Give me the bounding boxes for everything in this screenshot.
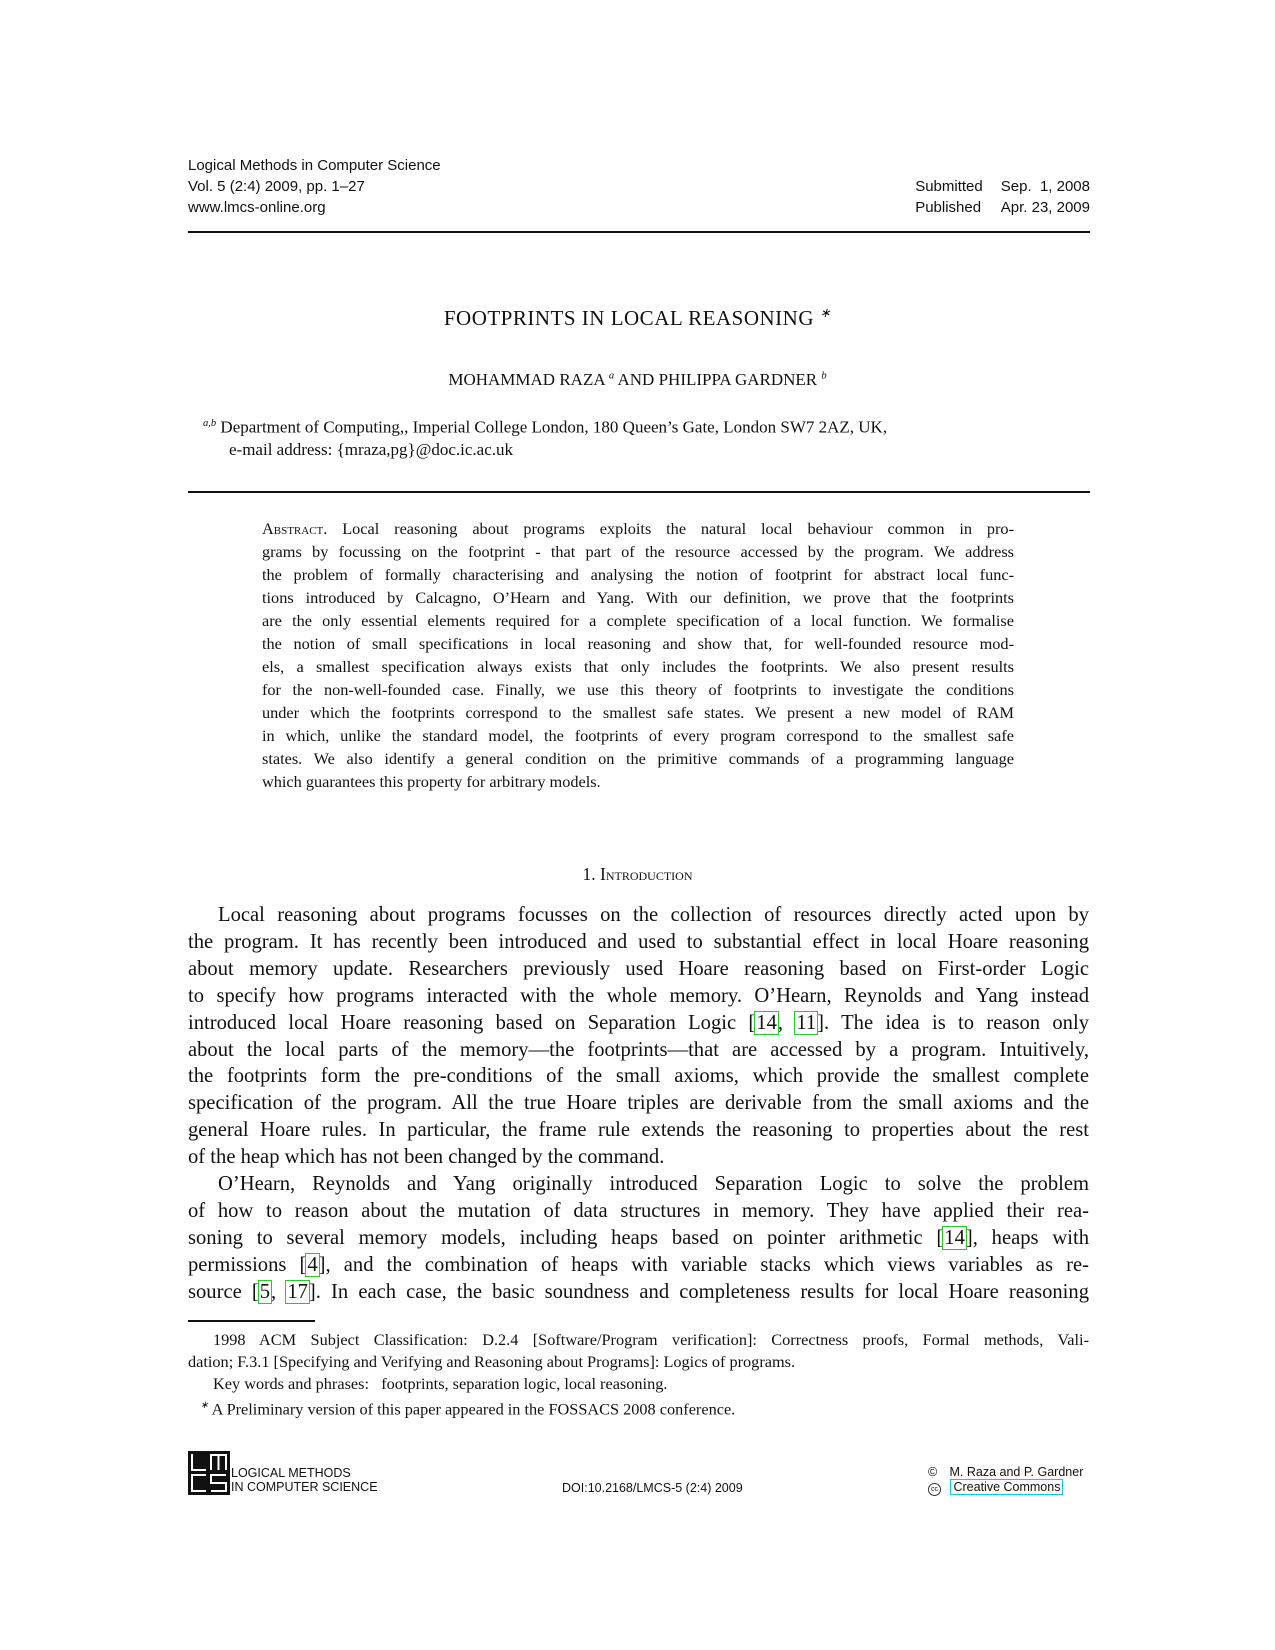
doi: DOI:10.2168/LMCS-5 (2:4) 2009	[562, 1481, 743, 1495]
abstract	[262, 517, 1014, 793]
footnote-acm: 1998 ACM Subject Classification: D.2.4 [Software/Program verification]: Correctness proofs, Formal methods, Vali-	[213, 1330, 1089, 1349]
body-line	[188, 1225, 1089, 1252]
citation-link[interactable]: 4	[307, 1253, 318, 1276]
body-text-segment: ], heaps with	[965, 1226, 1089, 1249]
body-text-segment: ]. In each case, the basic soundness and completeness results for local Hoare reasoning	[308, 1280, 1089, 1303]
copyright-block	[928, 1465, 1083, 1496]
body-line	[188, 1252, 1089, 1279]
affiliation-marks: a,b	[203, 418, 217, 429]
body-text-segment: soning to several memory models, including heaps based on pointer arithmetic [	[188, 1226, 944, 1249]
creative-commons-link[interactable]: Creative Commons	[953, 1480, 1061, 1494]
journal-website: www.lmcs-online.org	[188, 199, 326, 216]
abstract-line: for the non-well-founded case. Finally, we use this theory of footprints to investigate the conditions	[262, 680, 1014, 699]
body-text-segment: Local reasoning about programs focusses on the collection of resources directly acted upon by	[218, 904, 1089, 926]
section-number: 1.	[582, 864, 596, 884]
abstract-line: grams by focussing on the footprint - that part of the resource accessed by the program. We address	[262, 542, 1014, 561]
abstract-text: Local reasoning about programs exploits the natural local behaviour common in pro-	[342, 519, 1014, 538]
body-text-segment: of how to reason about the mutation of data structures in memory. They have applied their rea-	[188, 1199, 1089, 1222]
affiliation	[203, 413, 887, 461]
abstract-line	[262, 517, 1014, 540]
section-heading	[0, 864, 1275, 885]
authors	[0, 370, 1275, 390]
abstract-line: els, a smallest specification always exists that only includes the footprints. We also present results	[262, 657, 1014, 676]
body-line	[188, 1198, 1089, 1225]
body-text-segment: to specify how programs interacted with the whole memory. O’Hearn, Reynolds and Yang instead	[188, 984, 1089, 1007]
submitted-label: Submitted	[915, 178, 983, 195]
body-text-segment: O’Hearn, Reynolds and Yang originally introduced Separation Logic to solve the problem	[218, 1173, 1089, 1196]
author-2-mark: b	[821, 370, 827, 382]
body-line	[188, 1090, 1089, 1117]
footnotes	[188, 1329, 1089, 1420]
title-text: FOOTPRINTS IN LOCAL REASONING	[443, 306, 814, 330]
body-text-segment: ,	[777, 1011, 796, 1034]
body-text-segment: specification of the program. All the true Hoare triples are derivable from the small axioms and the	[188, 1092, 1089, 1115]
journal-info	[188, 155, 441, 218]
abstract-line: under which the footprints correspond to the smallest safe states. We present a new model of RAM	[262, 703, 1014, 722]
copyright-icon: ©	[928, 1465, 938, 1479]
body-text-segment: the program. It has recently been introduced and used to substantial effect in local Hoare reasoning	[188, 930, 1089, 953]
authors-and: AND	[617, 370, 655, 389]
body-text-segment: about memory update. Researchers previously used Hoare reasoning based on First-order Logic	[188, 957, 1089, 980]
title-rule	[188, 491, 1090, 493]
abstract-line: the notion of small specifications in local reasoning and show that, for well-founded resource mod-	[262, 634, 1014, 653]
abstract-line: which guarantees this property for arbitrary models.	[262, 772, 601, 791]
body-text-segment: source [	[188, 1280, 259, 1303]
footnote-prelim: A Preliminary version of this paper appeared in the FOSSACS 2008 conference.	[211, 1399, 736, 1419]
footnote-rule	[188, 1320, 315, 1322]
abstract-line: in which, unlike the standard model, the footprints of every program correspond to the smallest safe	[262, 726, 1014, 745]
creative-commons-icon: cc	[928, 1483, 941, 1496]
affiliation-email: e-mail address: {mraza,pg}@doc.ic.ac.uk	[229, 439, 514, 459]
footnote-acm-cont: dation; F.3.1 [Specifying and Verifying and Reasoning about Programs]: Logics of programs.	[188, 1352, 796, 1371]
citation-link[interactable]: 14	[944, 1226, 965, 1249]
abstract-line: states. We also identify a general condition on the primitive commands of a programming language	[262, 749, 1014, 768]
body-line	[188, 1171, 1089, 1198]
journal-name: Logical Methods in Computer Science	[188, 157, 441, 174]
body-text-segment: permissions [	[188, 1253, 307, 1276]
body-line	[188, 902, 1089, 929]
body-text-segment: of the heap which has not been changed by the command.	[188, 1146, 665, 1169]
lmcs-logo-icon	[188, 1451, 230, 1495]
body-text-segment: ,	[271, 1280, 287, 1303]
body-line	[188, 1144, 1089, 1171]
logo-line-1: LOGICAL METHODS	[231, 1466, 351, 1480]
author-2: PHILIPPA GARDNER	[658, 370, 818, 389]
title-footnote-mark: ∗	[819, 305, 832, 320]
citation-link[interactable]: 17	[287, 1280, 308, 1303]
journal-volume: Vol. 5 (2:4) 2009, pp. 1–27	[188, 178, 365, 195]
body-text-segment: the footprints form the pre-conditions of the small axioms, which provide the smallest complete	[188, 1065, 1089, 1088]
logo-line-2: IN COMPUTER SCIENCE	[231, 1480, 378, 1494]
affiliation-address: Department of Computing,, Imperial College London, 180 Queen’s Gate, London SW7 2AZ, UK,	[220, 417, 888, 437]
section-title: Introduction	[600, 864, 693, 884]
body-line	[188, 1279, 1089, 1306]
dates	[915, 176, 1090, 218]
body-line	[188, 983, 1089, 1010]
body-text-segment: ], and the combination of heaps with variable stacks which views variables as re-	[318, 1253, 1090, 1276]
submitted-date: Sep. 1, 2008	[1000, 178, 1090, 195]
header-rule	[188, 231, 1090, 233]
keywords: footprints, separation logic, local reasoning.	[381, 1374, 668, 1393]
citation-link[interactable]: 11	[796, 1011, 817, 1034]
author-1: MOHAMMAD RAZA	[448, 370, 605, 389]
citation-link[interactable]: 5	[259, 1280, 271, 1303]
body-text-segment: general Hoare rules. In particular, the frame rule extends the reasoning to properties about the rest	[188, 1119, 1089, 1142]
body-text	[188, 902, 1089, 1306]
abstract-label: Abstract.	[262, 519, 328, 538]
body-line	[188, 1117, 1089, 1144]
abstract-line: the problem of formally characterising and analysing the notion of footprint for abstract local func-	[262, 565, 1014, 584]
copyright-holders: M. Raza and P. Gardner	[949, 1465, 1084, 1479]
body-text-segment: ]. The idea is to reason only	[817, 1011, 1089, 1034]
published-date: Apr. 23, 2009	[1000, 199, 1090, 216]
author-1-mark: a	[608, 370, 615, 382]
lmcs-logo	[188, 1451, 378, 1495]
body-text-segment: introduced local Hoare reasoning based on Separation Logic [	[188, 1011, 756, 1034]
footnote-star: ∗	[200, 1400, 209, 1411]
abstract-line: are the only essential elements required for a complete specification of a local function. We formalise	[262, 611, 1014, 630]
body-line	[188, 1010, 1089, 1037]
body-line	[188, 956, 1089, 983]
keywords-label: Key words and phrases:	[213, 1374, 369, 1393]
body-line	[188, 1063, 1089, 1090]
citation-link[interactable]: 14	[756, 1011, 777, 1034]
abstract-line: tions introduced by Calcagno, O’Hearn and Yang. With our definition, we prove that the footprints	[262, 588, 1014, 607]
body-line	[188, 1037, 1089, 1064]
body-text-segment: about the local parts of the memory—the footprints—that are accessed by a program. Intuitively,	[188, 1038, 1089, 1061]
body-line	[188, 929, 1089, 956]
published-label: Published	[915, 199, 982, 216]
paper-title	[0, 305, 1275, 331]
